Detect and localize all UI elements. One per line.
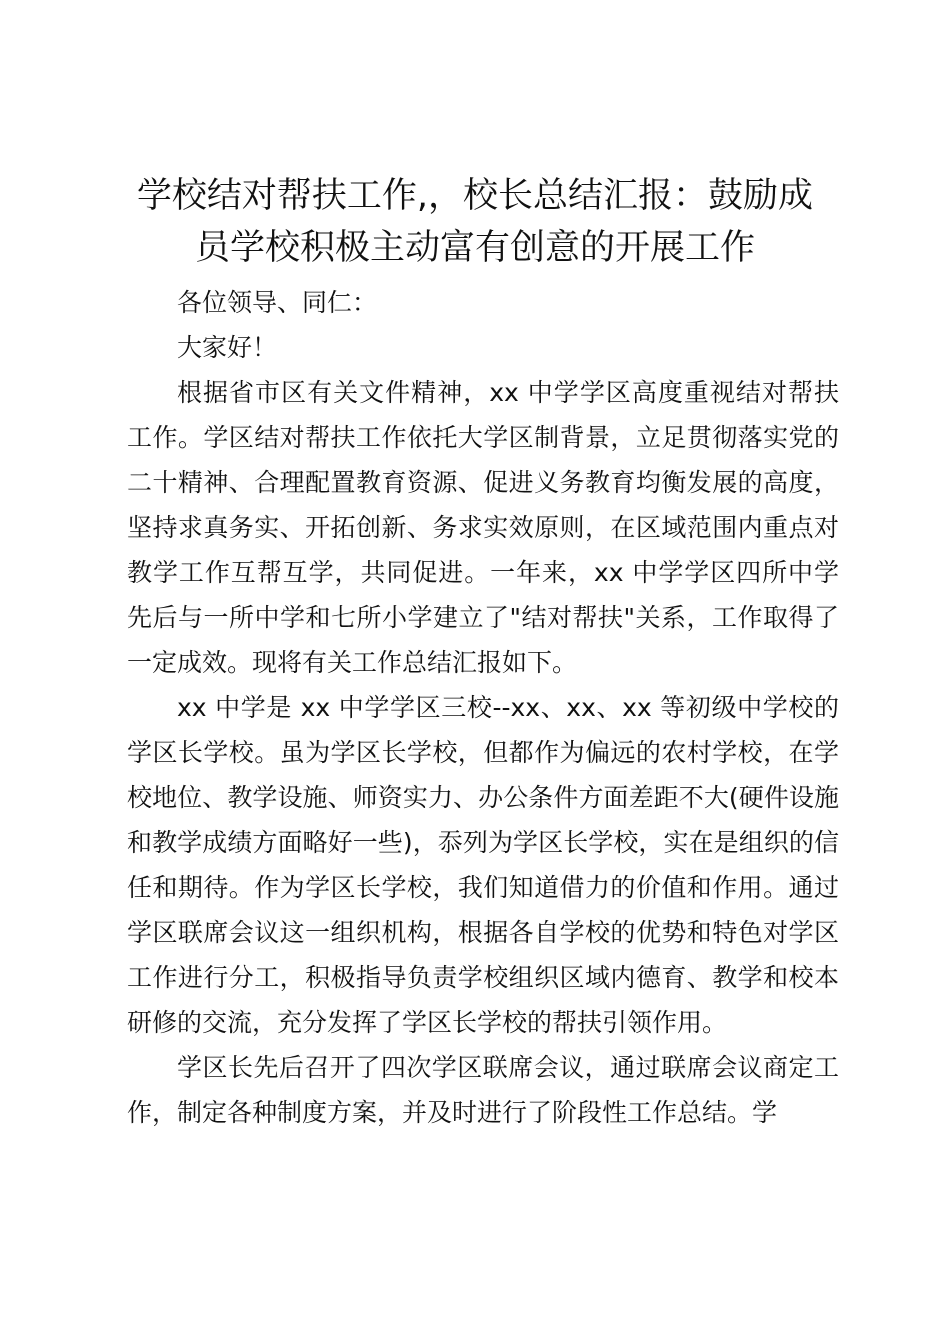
paragraph-3: 学区长先后召开了四次学区联席会议，通过联席会议商定工作，制定各种制度方案，并及时进行了阶段性工作总结。学 xyxy=(127,1053,839,1127)
salutation: 各位领导、同仁： xyxy=(177,288,378,317)
document-body xyxy=(127,280,839,1135)
title-line-1: 学校结对帮扶工作,，校长总结汇报：鼓励成 xyxy=(136,176,814,216)
document-title xyxy=(120,170,830,274)
title-line-2: 员学校积极主动富有创意的开展工作 xyxy=(194,228,755,268)
paragraph-1: 根据省市区有关文件精神，xx 中学学区高度重视结对帮扶工作。学区结对帮扶工作依托大学区制背景，立足贯彻落实党的二十精神、合理配置教育资源、促进义务教育均衡发展的高度，坚持求真务实、开拓创新、务求实效原则，在区域范围内重点对教学工作互帮互学，共同促进。一年来，xx 中学学区四所中学先后与一所中学和七所小学建立了"结对帮扶"关系，工作取得了一定成效。现将有关工作总结汇报如下。 xyxy=(127,378,839,677)
greeting: 大家好！ xyxy=(177,333,278,362)
paragraph-2: xx 中学是 xx 中学学区三校--xx、xx、xx 等初级中学校的学区长学校。虽为学区长学校，但都作为偏远的农村学校，在学校地位、教学设施、师资实力、办公条件方面差距不大(硬件设施和教学成绩方面略好一些)，忝列为学区长学校，实在是组织的信任和期待。作为学区长学校，我们知道借力的价值和作用。通过学区联席会议这一组织机构，根据各自学校的优势和特色对学区工作进行分工，积极指导负责学校组织区域内德育、教学和校本研修的交流，充分发挥了学区长学校的帮扶引领作用。 xyxy=(127,693,839,1037)
